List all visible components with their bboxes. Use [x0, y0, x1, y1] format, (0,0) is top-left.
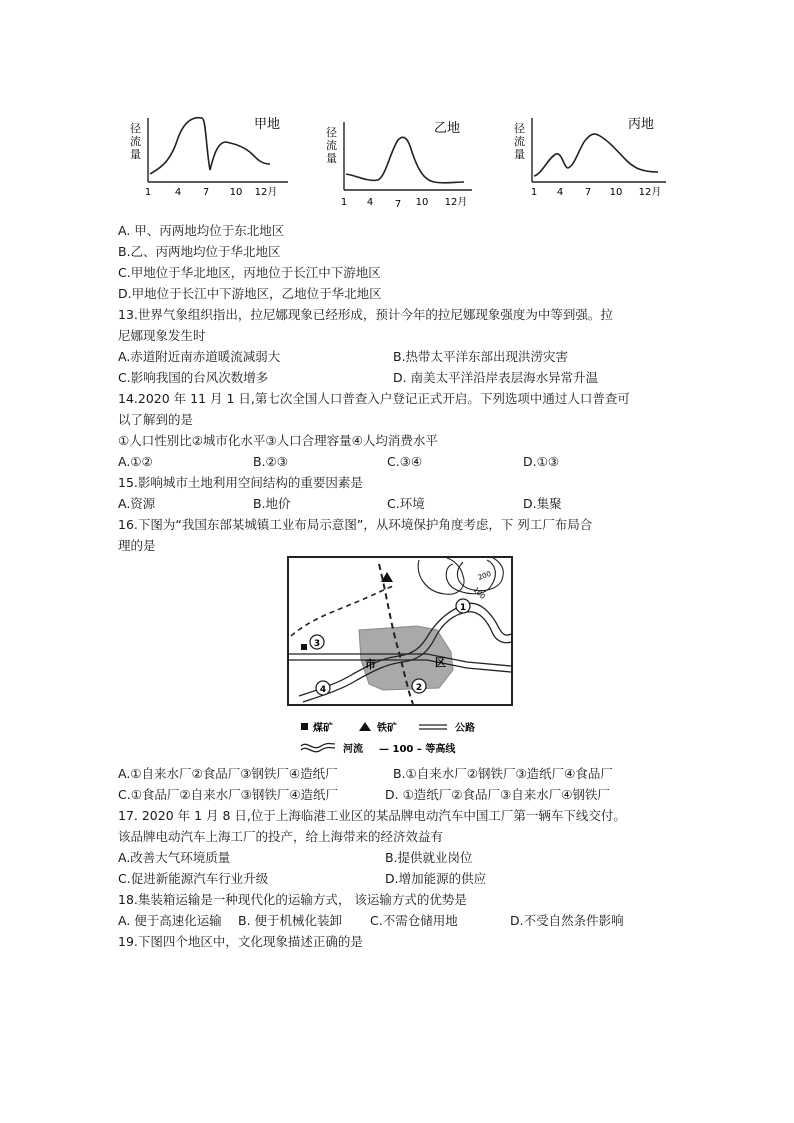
q17-stem: 17. 2020 年 1 月 8 日,位于上海临港工业区的某品牌电动汽车中国工厂第一辆车下线交付。: [118, 808, 626, 823]
svg-text:4: 4: [174, 187, 182, 198]
q18-option-d[interactable]: D.不受自然条件影响: [510, 913, 624, 928]
q15-option-b[interactable]: B.地价: [253, 496, 291, 511]
q18-option-b[interactable]: B. 便于机械化装卸: [238, 913, 343, 928]
y-axis-label: 流: [326, 139, 337, 152]
svg-text:4: 4: [319, 685, 327, 695]
site-marker-1: [456, 599, 470, 613]
legend-river: 河流: [343, 744, 363, 755]
runoff-curve: [150, 118, 270, 174]
q16-stem: 16.下图为“我国东部某城镇工业布局示意图”，从环境保护角度考虑，下 列工厂布局合: [118, 517, 593, 532]
q16-option-a[interactable]: A.①自来水厂②食品厂③钢铁厂④造纸厂: [118, 766, 338, 781]
q14-option-c[interactable]: C.③④: [387, 454, 423, 469]
q13-option-a[interactable]: A.赤道附近南赤道暖流减弱大: [118, 349, 281, 364]
svg-text:4: 4: [556, 187, 564, 198]
q17-stem-cont: 该品牌电动汽车上海工厂的投产，给上海带来的经济效益有: [118, 829, 444, 844]
runoff-chart-jia: [126, 108, 296, 208]
q12-option-c[interactable]: C.甲地位于华北地区，丙地位于长江中下游地区: [118, 265, 381, 280]
q16-stem-cont: 理的是: [118, 538, 156, 553]
q13-option-b[interactable]: B.热带太平洋东部出现洪涝灾害: [393, 349, 569, 364]
q12-option-d[interactable]: D.甲地位于长江中下游地区，乙地位于华北地区: [118, 286, 382, 301]
x-ticks: [145, 186, 278, 198]
q12-option-a[interactable]: A. 甲、丙两地均位于东北地区: [118, 223, 285, 238]
y-axis-label: 流: [514, 135, 525, 148]
q15-option-a[interactable]: A.资源: [118, 496, 156, 511]
q16-option-b[interactable]: B.①自来水厂②钢铁厂③造纸厂④食品厂: [393, 766, 613, 781]
svg-text:10: 10: [229, 187, 243, 198]
runoff-curve: [346, 137, 464, 183]
svg-text:1: 1: [144, 187, 152, 198]
map-legend: [301, 721, 475, 755]
svg-text:10: 10: [415, 197, 429, 208]
svg-text:7: 7: [394, 199, 402, 210]
y-axis-label: 量: [326, 152, 337, 165]
city-label-qu: 区: [435, 656, 446, 669]
city-label-shi: 市: [365, 658, 376, 671]
contour-label-100: 100: [471, 585, 487, 601]
legend-coal-icon: [301, 723, 308, 730]
legend-contour: — 100 – 等高线: [379, 744, 456, 755]
runoff-chart-yi: [324, 112, 484, 216]
site-marker-3: [310, 635, 324, 649]
svg-text:1: 1: [530, 187, 538, 198]
svg-text:7: 7: [584, 187, 592, 198]
q17-option-a[interactable]: A.改善大气环境质量: [118, 850, 231, 865]
x-ticks: [341, 196, 468, 210]
svg-text:1: 1: [459, 603, 467, 613]
q14-option-a[interactable]: A.①②: [118, 454, 153, 469]
svg-text:2: 2: [415, 683, 423, 693]
y-axis-label: 量: [130, 148, 141, 161]
chart-title: 甲地: [254, 117, 281, 132]
svg-text:7: 7: [202, 187, 210, 198]
svg-text:1: 1: [340, 197, 348, 208]
chart-title: 丙地: [628, 117, 655, 132]
q16-option-d[interactable]: D. ①造纸厂②食品厂③自来水厂④钢铁厂: [385, 787, 610, 802]
legend-iron: 铁矿: [377, 723, 397, 734]
q18-option-c[interactable]: C.不需仓储用地: [370, 913, 458, 928]
q13-option-d[interactable]: D. 南美太平洋沿岸表层海水异常升温: [393, 370, 599, 385]
q17-option-c[interactable]: C.促进新能源汽车行业升级: [118, 871, 269, 886]
industrial-layout-map: [287, 556, 513, 762]
q15-option-d[interactable]: D.集聚: [523, 496, 562, 511]
x-ticks: [531, 186, 662, 198]
q13-option-c[interactable]: C.影响我国的台风次数增多: [118, 370, 269, 385]
q16-option-c[interactable]: C.①食品厂②自来水厂③钢铁厂④造纸厂: [118, 787, 339, 802]
q19-stem: 19.下图四个地区中，文化现象描述正确的是: [118, 934, 363, 949]
q15-option-c[interactable]: C.环境: [387, 496, 425, 511]
q13-stem: 13.世界气象组织指出，拉尼娜现象已经形成，预计今年的拉尼娜现象强度为中等到强。拉: [118, 307, 613, 322]
q13-stem-cont: 尼娜现象发生时: [118, 328, 206, 343]
y-axis-label: 径: [514, 122, 525, 135]
legend-road: 公路: [455, 723, 475, 734]
site-marker-4: [316, 681, 330, 695]
q14-option-d[interactable]: D.①③: [523, 454, 560, 469]
q15-stem: 15.影响城市土地利用空间结构的重要因素是: [118, 475, 363, 490]
q14-option-b[interactable]: B.②③: [253, 454, 288, 469]
legend-iron-icon: [359, 722, 371, 731]
contour-label-200: 200: [476, 569, 493, 582]
y-axis-label: 量: [514, 148, 525, 161]
q17-option-d[interactable]: D.增加能源的供应: [385, 871, 487, 886]
site-marker-2: [412, 679, 426, 693]
svg-text:4: 4: [366, 197, 374, 208]
svg-text:12月: 12月: [444, 197, 468, 208]
svg-text:12月: 12月: [254, 187, 278, 198]
q14-items: ①人口性别比②城市化水平③人口合理容量④人均消费水平: [118, 433, 438, 448]
y-axis-label: 径: [326, 126, 337, 139]
svg-text:3: 3: [313, 639, 321, 649]
legend-coal: 煤矿: [313, 723, 333, 734]
runoff-curve: [534, 134, 658, 176]
q14-stem-cont: 以了解到的是: [118, 412, 194, 427]
y-axis-label: 径: [130, 122, 141, 135]
q18-option-a[interactable]: A. 便于高速化运输: [118, 913, 222, 928]
svg-text:10: 10: [609, 187, 623, 198]
y-axis-label: 流: [130, 135, 141, 148]
q14-stem: 14.2020 年 11 月 1 日,第七次全国人口普查入户登记正式开启。下列选项中通过人口普查可: [118, 391, 630, 406]
q12-option-b[interactable]: B.乙、丙两地均位于华北地区: [118, 244, 281, 259]
coal-mine-icon: [301, 644, 307, 650]
q17-option-b[interactable]: B.提供就业岗位: [385, 850, 473, 865]
runoff-chart-bing: [512, 108, 672, 208]
chart-title: 乙地: [434, 121, 461, 136]
svg-text:12月: 12月: [638, 187, 662, 198]
q18-stem: 18.集装箱运输是一种现代化的运输方式， 该运输方式的优势是: [118, 892, 467, 907]
